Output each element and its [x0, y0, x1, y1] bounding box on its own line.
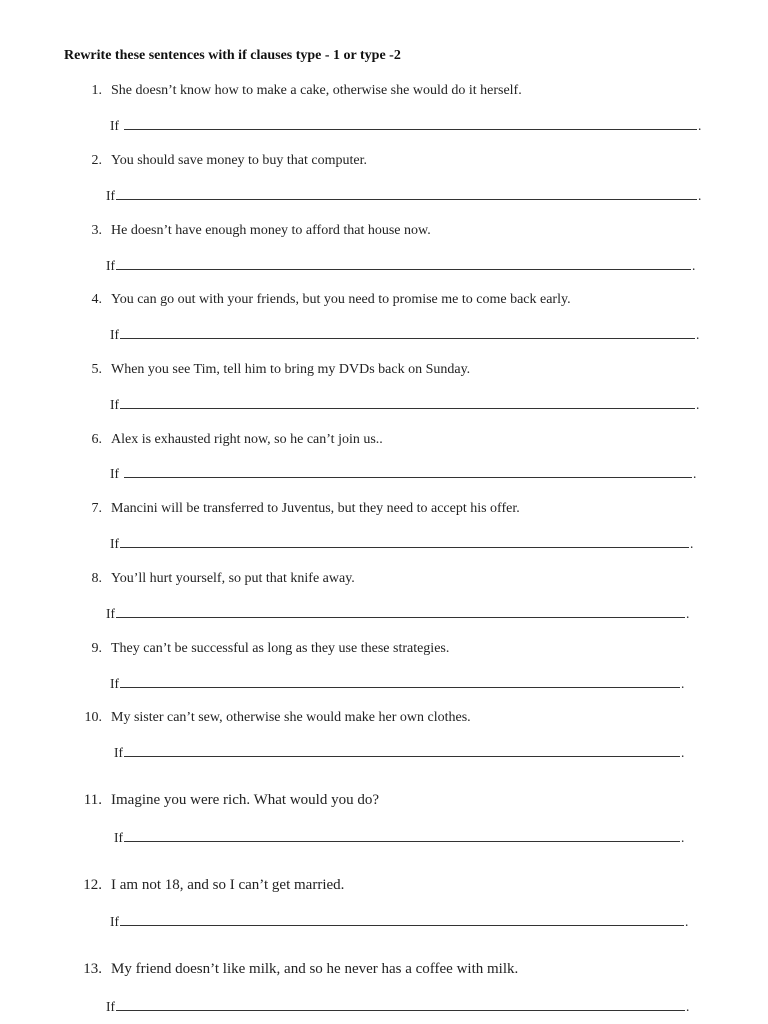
question-3: [91, 222, 431, 239]
answer-end: .: [692, 258, 696, 273]
question-text: My sister can’t sew, otherwise she would make her own clothes.: [111, 710, 471, 725]
answer-end: .: [681, 830, 685, 845]
answer-blank[interactable]: [120, 396, 695, 409]
question-5: [91, 361, 471, 378]
answer-prefix: If: [110, 536, 119, 551]
answer-line-9[interactable]: [110, 675, 685, 692]
answer-blank[interactable]: [116, 605, 685, 618]
question-text: Alex is exhausted right now, so he can’t join us..: [111, 432, 383, 447]
answer-end: .: [693, 466, 697, 481]
question-text: She doesn’t know how to make a cake, otherwise she would do it herself.: [111, 83, 522, 98]
answer-end: .: [698, 188, 702, 203]
question-number: 9.: [91, 641, 102, 656]
question-1: [91, 82, 522, 99]
answer-end: .: [698, 118, 702, 133]
question-9: [91, 640, 450, 657]
question-text: You’ll hurt yourself, so put that knife away.: [111, 571, 355, 586]
answer-blank[interactable]: [116, 998, 685, 1011]
answer-end: .: [690, 536, 694, 551]
answer-line-1[interactable]: [110, 117, 702, 134]
question-number: 1.: [91, 83, 102, 98]
question-7: [91, 500, 520, 517]
answer-blank[interactable]: [124, 829, 680, 842]
question-text: My friend doesn’t like milk, and so he never has a coffee with milk.: [111, 961, 519, 977]
answer-blank[interactable]: [120, 675, 680, 688]
answer-line-2[interactable]: [106, 187, 702, 204]
question-text: Mancini will be transferred to Juventus, but they need to accept his offer.: [111, 501, 520, 516]
answer-line-13[interactable]: [106, 998, 690, 1015]
answer-line-6[interactable]: [110, 465, 697, 482]
question-10: [84, 709, 471, 726]
answer-prefix: If: [106, 258, 115, 273]
answer-prefix: If: [114, 745, 123, 760]
question-text: You can go out with your friends, but you need to promise me to come back early.: [111, 292, 571, 307]
answer-prefix: If: [110, 466, 119, 481]
question-number: 12.: [83, 877, 102, 893]
answer-prefix: If: [114, 830, 123, 845]
question-number: 7.: [91, 501, 102, 516]
question-number: 4.: [91, 292, 102, 307]
answer-line-3[interactable]: [106, 257, 696, 274]
answer-blank[interactable]: [120, 535, 689, 548]
answer-end: .: [686, 999, 690, 1014]
question-text: They can’t be successful as long as they use these strategies.: [111, 641, 450, 656]
worksheet-title: Rewrite these sentences with if clauses type - 1 or type -2: [64, 48, 401, 63]
question-number: 10.: [84, 710, 102, 725]
question-12: [83, 877, 345, 894]
answer-line-10[interactable]: [114, 744, 685, 761]
question-number: 2.: [91, 153, 102, 168]
question-number: 13.: [83, 961, 102, 977]
answer-end: .: [696, 397, 700, 412]
answer-end: .: [681, 745, 685, 760]
answer-line-8[interactable]: [106, 605, 690, 622]
answer-blank[interactable]: [116, 257, 691, 270]
answer-blank[interactable]: [116, 187, 697, 200]
question-11: [83, 792, 379, 809]
answer-end: .: [686, 606, 690, 621]
answer-line-4[interactable]: [110, 326, 700, 343]
answer-end: .: [696, 327, 700, 342]
answer-line-7[interactable]: [110, 535, 694, 552]
question-text: You should save money to buy that computer.: [111, 153, 368, 168]
question-6: [91, 431, 383, 448]
question-2: [91, 152, 368, 169]
answer-prefix: If: [110, 914, 119, 929]
answer-line-11[interactable]: [114, 829, 685, 846]
answer-prefix: If: [110, 327, 119, 342]
answer-blank[interactable]: [124, 465, 692, 478]
answer-line-5[interactable]: [110, 396, 700, 413]
question-number: 8.: [91, 571, 102, 586]
question-number: 6.: [91, 432, 102, 447]
answer-blank[interactable]: [120, 326, 695, 339]
answer-prefix: If: [110, 676, 119, 691]
answer-end: .: [681, 676, 685, 691]
question-8: [91, 570, 355, 587]
answer-prefix: If: [106, 188, 115, 203]
question-text: Imagine you were rich. What would you do?: [111, 792, 379, 808]
question-4: [91, 291, 571, 308]
question-number: 5.: [91, 362, 102, 377]
answer-prefix: If: [106, 606, 115, 621]
question-text: When you see Tim, tell him to bring my DVDs back on Sunday.: [111, 362, 471, 377]
question-13: [83, 961, 519, 978]
question-text: I am not 18, and so I can’t get married.: [111, 877, 345, 893]
answer-blank[interactable]: [120, 913, 684, 926]
answer-end: .: [685, 914, 689, 929]
answer-blank[interactable]: [124, 744, 680, 757]
answer-blank[interactable]: [124, 117, 697, 130]
question-text: He doesn’t have enough money to afford that house now.: [111, 223, 431, 238]
answer-prefix: If: [106, 999, 115, 1014]
answer-prefix: If: [110, 397, 119, 412]
question-number: 3.: [91, 223, 102, 238]
answer-prefix: If: [110, 118, 119, 133]
question-number: 11.: [83, 792, 102, 808]
answer-line-12[interactable]: [110, 913, 689, 930]
